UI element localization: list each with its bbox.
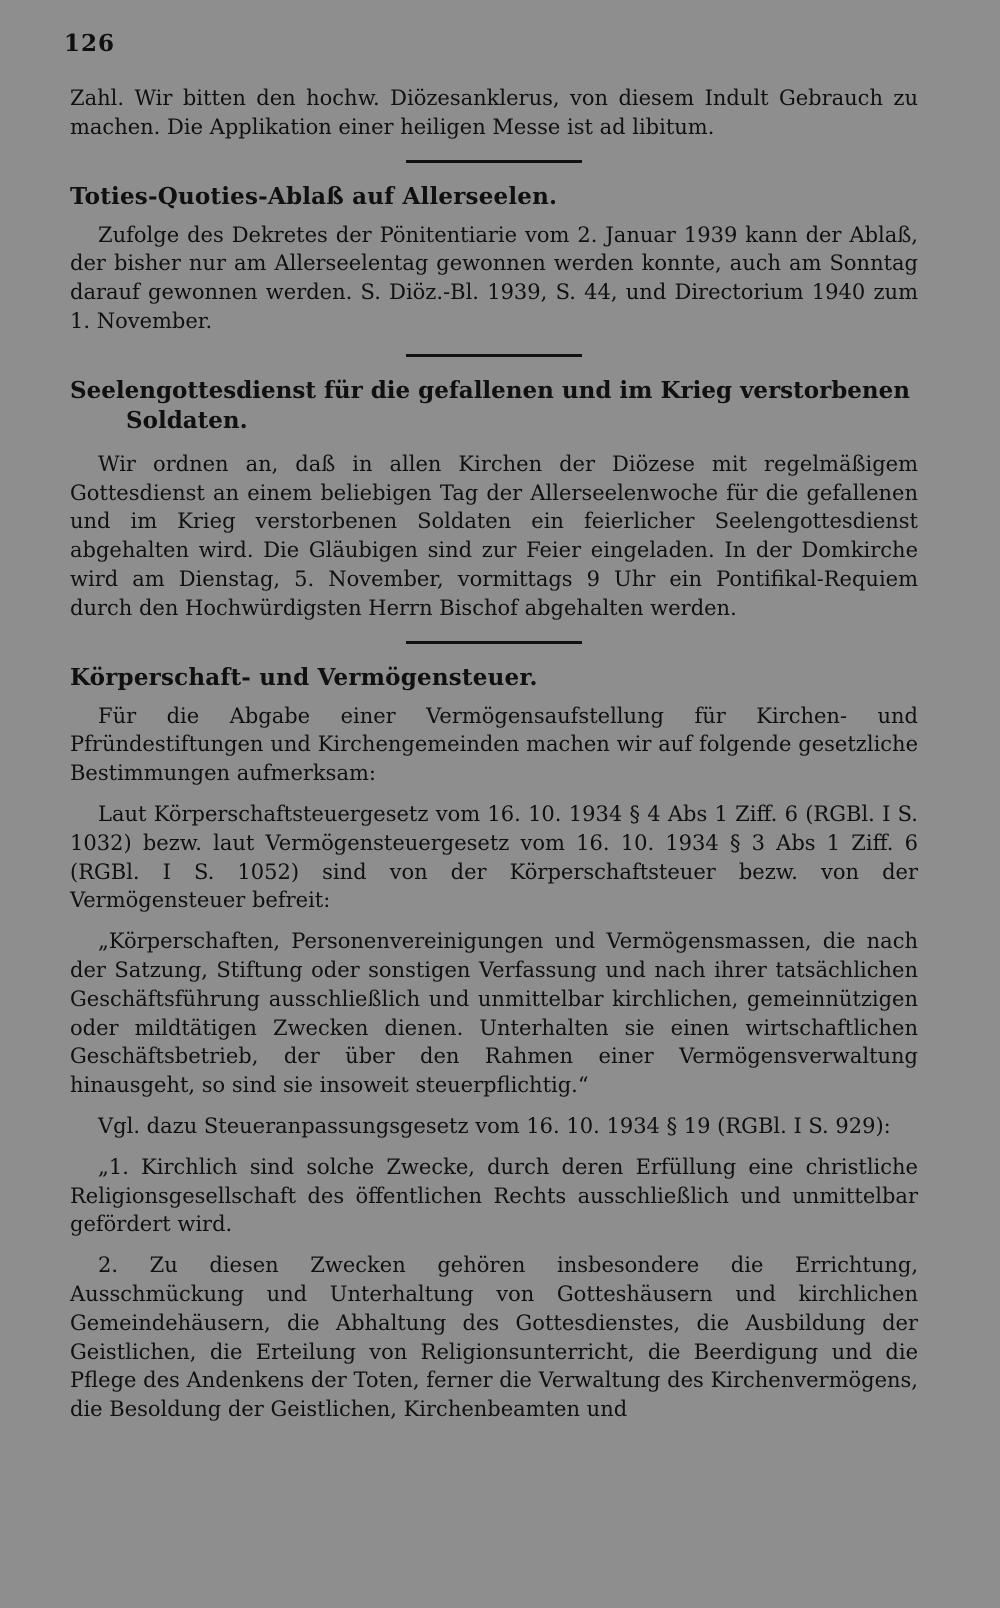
section-paragraph-ablass: Zufolge des Dekretes der Pönitentiarie vom 2. Januar 1939 kann der Ablaß, der bisher nur am Allerseelentag gewonnen werden konnte, auch am Sonntag darauf gewonnen werden. S. Diöz.-Bl. 1939, S. 44, und Directorium 1940 zum 1. November.: [70, 222, 918, 333]
section-divider: [406, 641, 582, 644]
steuer-paragraph: Vgl. dazu Steueranpassungsgesetz vom 16. 10. 1934 § 19 (RGBl. I S. 929):: [98, 1113, 891, 1138]
page-number: 126: [64, 30, 116, 57]
section-divider: [406, 354, 582, 357]
section-heading-steuer: Körperschaft- und Vermögensteuer.: [70, 663, 538, 691]
steuer-paragraph: Für die Abgabe einer Vermögensaufstellung für Kirchen- und Pfründestiftungen und Kirchengemeinden machen wir auf folgende gesetzliche Bestimmungen aufmerksam:: [70, 703, 918, 786]
steuer-paragraph: 2. Zu diesen Zwecken gehören insbesondere die Errichtung, Ausschmückung und Unterhaltung von Gotteshäusern und kirchlichen Gemeindehäusern, die Abhaltung des Gottesdienstes, die Ausbildung der Geistlichen, die Erteilung von Religionsunterricht, die Beerdigung und die Pflege des Andenkens der Toten, ferner die Verwaltung des Kirchenvermögens, die Besoldung der Geistlichen, Kirchenbeamten und: [70, 1253, 918, 1422]
page-content: [70, 84, 918, 1424]
intro-paragraph: Zahl. Wir bitten den hochw. Diözesanklerus, von diesem Indult Gebrauch zu machen. Die Applikation einer heiligen Messe ist ad libitum.: [70, 86, 918, 139]
steuer-paragraph: Laut Körperschaftsteuergesetz vom 16. 10. 1934 § 4 Abs 1 Ziff. 6 (RGBl. I S. 1032) bezw. laut Vermögensteuergesetz vom 16. 10. 1934 § 3 Abs 1 Ziff. 6 (RGBl. I S. 1052) sind von der Körperschaftsteuer bezw. von der Vermögensteuer befreit:: [70, 801, 918, 913]
section-heading-line: Seelengottesdienst für die gefallenen und im Krieg verstorbenen: [70, 376, 911, 404]
section-heading-ablass: Toties-Quoties-Ablaß auf Allerseelen.: [70, 182, 558, 210]
section-heading-seelengottesdienst: [70, 376, 918, 436]
steuer-quote: „1. Kirchlich sind solche Zwecke, durch deren Erfüllung eine christliche Religionsgesellschaft des öffentlichen Rechts ausschließlich und unmittelbar gefördert wird.: [70, 1154, 918, 1237]
section-paragraph-seelengottesdienst: Wir ordnen an, daß in allen Kirchen der Diözese mit regelmäßigem Gottesdienst an einem beliebigen Tag der Allerseelenwoche für die gefallenen und im Krieg verstorbenen Soldaten ein feierlicher Seelengottesdienst abgehalten wird. Die Gläubigen sind zur Feier eingeladen. In der Domkirche wird am Dienstag, 5. November, vormittags 9 Uhr ein Pontifikal-Requiem durch den Hochwürdigsten Herrn Bischof abgehalten werden.: [70, 451, 918, 620]
steuer-quote: „Körperschaften, Personenvereinigungen und Vermögensmassen, die nach der Satzung, Stiftung oder sonstigen Verfassung und nach ihrer tatsächlichen Geschäftsführung ausschließlich und unmittelbar kirchlichen, gemeinnützigen oder mildtätigen Zwecken dienen. Unterhalten sie einen wirtschaftlichen Geschäftsbetrieb, der über den Rahmen einer Vermögensverwaltung hinausgeht, so sind sie insoweit steuerpflichtig.“: [70, 929, 918, 1098]
section-divider: [406, 160, 582, 163]
section-heading-line: Soldaten.: [126, 406, 248, 434]
